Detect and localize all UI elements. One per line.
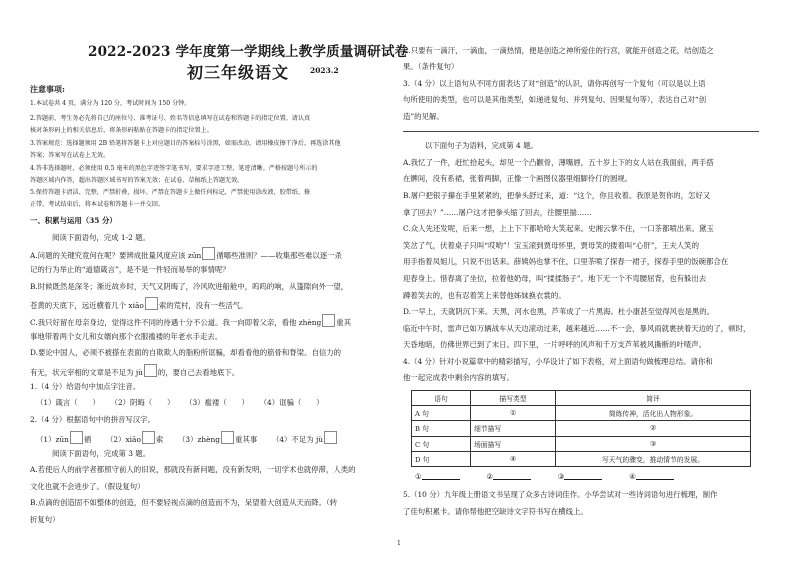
answer-box[interactable] [144, 364, 157, 377]
sentence-a-b: A.若使后人的前学者都照守前人的旧说，那就没有新问题，没有新发明，一切学术也就停滞，人类的 [30, 465, 356, 474]
answer-line[interactable] [403, 131, 759, 132]
table-cell: B 句 [412, 421, 471, 436]
answer-blanks-row [415, 470, 674, 481]
q1-item[interactable]: （2）阴晦（ ） [110, 398, 175, 407]
table-cell: A 句 [412, 406, 471, 421]
notice-item: 答题区域内作答，超出答题区域书写的答案无效；在试卷、草稿纸上答题无效。 [30, 177, 244, 184]
table-cell: 细节描写 [471, 421, 556, 436]
q2-label: （4）不足为 jù [271, 435, 324, 444]
answer-box[interactable] [221, 431, 234, 444]
sentence-c [30, 314, 351, 328]
sentence-b-text: 苍黄的天底下，远近横着几个 xiāo [30, 301, 144, 310]
sentence-b-b: B.点滴的创造固不如整体的创造，但不要轻视点滴的创造而不为，呆望着大创造从天而降。（转 [30, 498, 338, 507]
notice-item: 答案；答案写在试卷上无效。 [30, 152, 110, 159]
table-cell: 场面描写 [471, 436, 556, 451]
answer-box[interactable] [145, 297, 158, 310]
exam-date: 2023.2 [310, 66, 339, 75]
read-prompt-3: 以下面句子为语料，完成第 4 题。 [425, 141, 538, 150]
table-row [412, 451, 751, 466]
exam-subtitle: 初三年级语文 [187, 63, 290, 82]
notice-item: 5.保持答题卡清洁、完整，严禁折叠，损坏。严禁在答题卡上做任何标记，严禁使用涂改液、胶带纸、修 [30, 189, 311, 196]
notice-item: 核对条形码上的相关信息后，将条形码粘贴在答题卡的指定位置上。 [30, 127, 213, 134]
sentence-d-text2: 的，要自己去看地底下。 [157, 368, 240, 377]
q1-item[interactable]: （4）诓骗（ ） [259, 398, 324, 407]
summary-table [411, 390, 751, 467]
sentence-4d: D.一早上，天就阴沉下来。天黑，河水也黑，芦苇成了一片黑海。杜小康甚至觉得风也是黑的。 [403, 307, 715, 316]
table-cell: 简练传神，活化出人物形象。 [556, 406, 751, 421]
notice-item: 1.本试卷共 4 页，满分为 120 分，考试时间为 150 分钟。 [30, 100, 191, 107]
table-row [412, 436, 751, 451]
right-column [403, 0, 765, 561]
read-prompt-2: 阅读下面语句，完成第 3 题。 [52, 449, 151, 458]
answer-blank[interactable] [636, 470, 674, 480]
sentence-c-b-cont: 果。（条件复句） [403, 62, 459, 71]
answer-blank[interactable] [493, 470, 531, 480]
exam-title: 2022-2023 学年度第一学期线上教学质量调研试卷 [88, 44, 409, 60]
q2-label: （2）xiāo [106, 435, 141, 444]
question-5-cont: 了佳句积累卡。请你帮他把空缺诗文字符书写在横线上。 [403, 507, 588, 516]
sentence-b: B.时候既然是深冬；渐近故乡时，天气又阴晦了，冷风吹进船舱中，呜呜的响，从篷隙向外一望， [30, 282, 349, 291]
notice-item: 正带。考试结束后，将本试卷和答题卡一并交回。 [30, 201, 165, 208]
sentence-4c-cont: 蹲着笑去的，也有忍着笑上来替他姊妹换衣裳的。 [403, 291, 566, 300]
sentence-4a-cont: 在髀间，没有系裙，张着两脚，正像一个画图仪器里细脚伶仃的圆规。 [403, 174, 633, 183]
sentence-a-b-cont: 文化也就不会进步了。（假设复句） [30, 482, 145, 491]
sentence-4b-cont: 拿了回去？”……屠户这才把拳头缩了回去，往腰里揣…… [403, 208, 592, 217]
left-column [30, 0, 409, 561]
sentence-4c-cont: 用手指着凤姐儿，只说不出话来。薛姨妈也掌不住，口里茶喷了探春一裙子，探春手里的饭碗都合在 [403, 257, 729, 266]
table-header-row [412, 391, 751, 406]
sentence-4d-cont: 天昏地暗，仿佛世界已到了末日。四下里，一片呼呼的风声和千万支芦苇被风撕断的叶喳声。 [403, 340, 707, 349]
notice-item: 4.答非选择题时，必须使用 0.5 毫米的黑色字迹签字笔书写，要求字迹工整，笔迹清晰。严格按题号所示的 [30, 165, 318, 172]
table-row [412, 421, 751, 436]
sentence-c-b: C.只要有一滴汗，一滴血，一滴热情，便是创造之神所爱住的行宫，就能开创造之花，结创造之 [403, 46, 714, 55]
q2-word: 重其事 [235, 435, 258, 444]
sentence-4c-cont: 迎春身上。惜春离了坐位，拉着他奶母，叫“揉揉肠子”。地下无一个不弯腰屈背，也有躲出去 [403, 274, 707, 283]
answer-box[interactable] [322, 314, 335, 327]
notice-item: 3.答案规范：选择题须用 2B 铅笔将答题卡上对应题目的答案标号涂黑，如需改动，请用橡皮擦干净后，再选涂其他 [30, 140, 341, 147]
sentence-a-text: A.问题的关键究竟何在呢？要辨成批量风度应该 zūn [30, 251, 202, 260]
question-3-cont2: 造”的见解。 [403, 112, 444, 121]
table-header: 简评 [556, 391, 751, 406]
table-cell[interactable]: ② [556, 421, 751, 436]
answer-label: ② [486, 472, 493, 481]
notice-item: 2.答题前，考生务必先将自己的座位号、准考证号、姓名等信息填写在试卷和答题卡的指定位置。请认真 [30, 115, 311, 122]
sentence-c-text: C.我只好留在母亲身边，觉得这件不同的待遇十分不公道。我一向即着父亲，看他 zhèng [30, 318, 322, 327]
answer-box[interactable] [324, 431, 337, 444]
answer-blank[interactable] [564, 470, 602, 480]
sentence-b-text2: 索的荒村，没有一些活气。 [158, 301, 248, 310]
section-heading: 一、积累与运用（35 分） [30, 216, 117, 225]
sentence-a [30, 247, 342, 261]
page-number: 1 [397, 540, 401, 547]
table-cell: C 句 [412, 436, 471, 451]
sentence-a-text2: 循哪些准则？——收集那些难以逐一杀 [216, 251, 342, 260]
sentence-d: D.要论中国人，必须不被搽在表面的自欺欺人的脂粉所诓骗，却看看他的筋骨和脊梁。自信力的 [30, 348, 342, 357]
sentence-4c: C.众人先还发呢，后来一想，上上下下都哈哈大笑起来。史湘云掌不住，一口茶都喷出来。黛玉 [403, 224, 714, 233]
q2-label: （1）zūn [36, 435, 69, 444]
answer-box[interactable] [70, 431, 83, 444]
q1-item[interactable]: （1）箴言（ ） [36, 398, 100, 407]
sentence-4c-cont: 笑岔了气，伏着桌子只叫“哎哟”！宝玉滚到贾母怀里，贾母笑的搂着叫“心肝”，王夫人笑的 [403, 241, 699, 250]
table-header: 描写类型 [471, 391, 556, 406]
answer-label: ④ [629, 472, 636, 481]
answer-blank[interactable] [422, 470, 460, 480]
answer-box[interactable] [202, 247, 215, 260]
table-cell[interactable]: ④ [471, 451, 556, 466]
sentence-c-text2: 重其 [336, 318, 352, 327]
sentence-d-text: 有无，状元宰相的文章是不足为 jù [30, 368, 143, 377]
table-cell: D 句 [412, 451, 471, 466]
sentence-4b: B.屠户把银子攥在手里紧紧的，把拳头舒过来，道：“这个，你且收着。我原是贺你的，怎好又 [403, 191, 711, 200]
sentence-c-cont: 事地带着两个女儿和女婿向那个衣服褴褛的年老水手走去。 [30, 332, 223, 341]
sentence-4a: A.我忆了一件，赶忙拾起头，却见一个凸颧骨，薄嘴唇，五十岁上下的女人站在我面前，两手搭 [403, 158, 714, 167]
answer-label: ① [415, 472, 422, 481]
table-cell: 写天气的骤变，推动情节的发展。 [556, 451, 751, 466]
question-3-cont: 句所使用的类型，也可以是其他类型，如递进复句、并列复句、因果复句等），表达自己对“创 [403, 95, 707, 104]
table-cell[interactable]: ① [471, 406, 556, 421]
question-1-items [36, 397, 323, 408]
table-row [412, 406, 751, 421]
q1-item[interactable]: （3）褴褛（ ） [185, 398, 249, 407]
table-header: 语句 [412, 391, 471, 406]
question-4: 4.（4 分）针对小说篇章中的精彩描写，小华设计了如下表格，对上面语句做梳理总结。请你和 [403, 357, 713, 366]
sentence-d-cont [30, 364, 239, 378]
question-2: 2.（4 分）根据语句中的拼音写汉字。 [30, 415, 155, 424]
sentence-b-b-cont: 折复句） [30, 515, 60, 524]
q2-label: （3）zhèng [178, 435, 221, 444]
q2-word: 循 [83, 435, 92, 444]
sentence-4d-cont: 临近中午时，雷声已如万辆战车从天边滚动过来，越来越近……不一会，暴风雨就裹挟着天边的了，顿时， [403, 324, 751, 333]
sentence-b-cont [30, 297, 248, 311]
notice-title: 注意事项: [30, 84, 65, 94]
q2-word: 索 [155, 435, 164, 444]
question-3: 3.（4 分）以上语句从不同方面表达了对“创造”的认识，请你再创写一个复句（可以是以上语 [403, 79, 706, 88]
question-1: 1.（4 分）给语句中加点字注音。 [30, 382, 141, 391]
question-5: 5.（10 分）九年级上册语文书呈现了众多古诗词佳作。小华尝试对一些诗词语句进行梳理，制作 [403, 490, 718, 499]
question-2-items [36, 431, 338, 445]
answer-box[interactable] [142, 431, 155, 444]
answer-label: ③ [557, 472, 565, 481]
question-4-cont: 他一起完成表中剩余内容的填写。 [403, 373, 514, 382]
sentence-a-cont: 记的行为举止的“道德箴言”，是不是一件轻而易举的事情呢？ [30, 265, 230, 274]
table-cell[interactable]: ③ [556, 436, 751, 451]
read-prompt: 阅读下面语句，完成 1-2 题。 [52, 233, 150, 242]
